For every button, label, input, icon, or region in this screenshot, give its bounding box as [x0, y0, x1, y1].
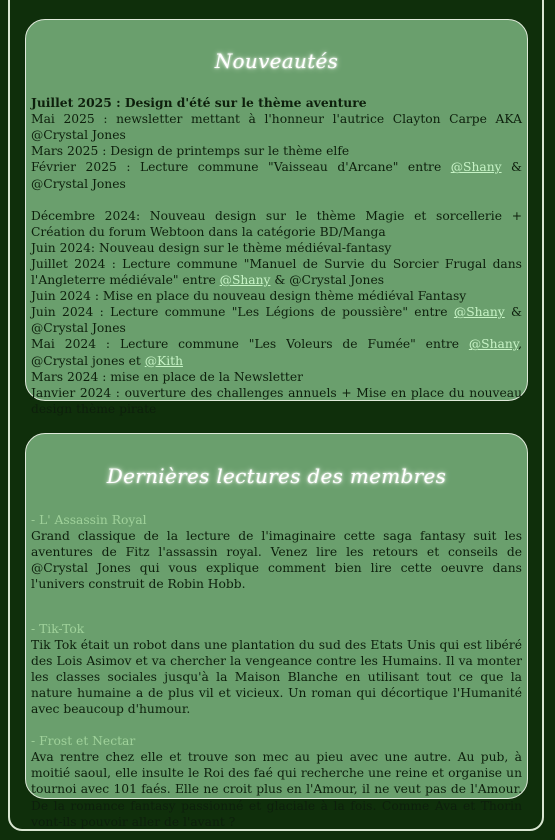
mention-link[interactable]: @Kith — [144, 353, 183, 368]
spacer — [31, 192, 522, 208]
news-item-text: Juin 2024 : Lecture commune "Les Légions de poussière" entre — [31, 305, 454, 320]
mention-link[interactable]: @Shany — [468, 337, 519, 352]
spacer — [31, 593, 522, 621]
spacer — [31, 717, 522, 733]
mention-link[interactable]: @Shany — [453, 305, 505, 320]
news-item: Juin 2024: Nouveau design sur le thème médiéval-fantasy — [31, 240, 392, 255]
news-title: Nouveautés — [214, 49, 339, 73]
book-title[interactable]: - Tik-Tok — [31, 621, 85, 636]
news-item-text: & @Crystal Jones — [31, 305, 523, 336]
book-summary: Tik Tok était un robot dans une plantation du sud des Etats Unis qui est libéré des Lois Asimov et va chercher la vengeance contre les Humains. Il va monter les classes sociales jusqu'à la Maison Blanche en utilisant tout ce que la nature humaine a de plus vil et vicieux. Un roman qui décortique l'Humanité avec beaucoup d'humour. — [31, 637, 522, 717]
news-item: Mai 2025 : newsletter mettant à l'honneur l'autrice Clayton Carpe AKA @Crystal Jones — [31, 112, 522, 143]
news-item-text: & @Crystal Jones — [270, 273, 385, 288]
news-item-text: , @Crystal jones et — [31, 337, 522, 368]
news-item — [31, 256, 522, 288]
news-item-text: Février 2025 : Lecture commune "Vaisseau d'Arcane" entre — [31, 160, 451, 175]
book-title[interactable]: - L' Assassin Royal — [31, 513, 147, 528]
book-summary: Grand classique de la lecture de l'imaginaire cette saga fantasy suit les aventures de Fitz l'assassin royal. Venez lire les retours et conseils de @Crystal Jones qui vous explique comment bien lire cette oeuvre dans l'univers construit de Robin Hobb. — [31, 529, 522, 592]
news-item: Mars 2024 : mise en place de la Newsletter — [31, 369, 304, 384]
book-title[interactable]: - Frost et Nectar — [31, 734, 136, 749]
reads-title: Dernières lectures des membres — [106, 464, 447, 488]
news-item — [31, 159, 522, 191]
news-item-text: Mai 2024 : Lecture commune "Les Voleurs de Fumée" entre — [31, 337, 469, 352]
news-item — [31, 336, 522, 368]
news-item: Mars 2025 : Design de printemps sur le thème elfe — [31, 144, 350, 159]
news-list — [31, 95, 522, 417]
book-entry — [31, 733, 522, 830]
news-item: Décembre 2024: Nouveau design sur le thème Magie et sorcellerie + Création du forum Webtoon dans la catégorie BD/Manga — [31, 208, 522, 239]
mention-link[interactable]: @Shany — [219, 273, 271, 288]
book-summary: Ava rentre chez elle et trouve son mec au pieu avec une autre. Au pub, à moitié saoul, elle insulte le Roi des faé qui recherche une reine et organise un tournoi avec 101 faés. Elle ne croit plus en l'Amour, il ne veut pas de l'Amour. De la romance fantasy passionné et glaciale à la fois. Comme Ava et Thorin vont-ils pouvoir aller de l'avant ? — [31, 750, 522, 829]
news-item: Juillet 2025 : Design d'été sur le thème aventure — [31, 95, 367, 111]
news-item-text: & @Crystal Jones — [31, 160, 523, 191]
news-item: Juin 2024 : Mise en place du nouveau design thème médiéval Fantasy — [31, 289, 467, 304]
mention-link[interactable]: @Shany — [450, 160, 502, 175]
book-entry — [31, 621, 522, 718]
book-entry — [31, 512, 522, 592]
book-list — [31, 512, 522, 830]
news-item: Janvier 2024 : ouverture des challenges annuels + Mise en place du nouveau design thème pirate — [31, 385, 522, 416]
news-panel — [25, 19, 528, 416]
reads-panel — [25, 433, 528, 829]
news-item-text: Juillet 2024 : Lecture commune "Manuel de Survie du Sorcier Frugal dans l'Angleterre médiévale" entre — [31, 256, 522, 288]
news-item — [31, 304, 522, 336]
